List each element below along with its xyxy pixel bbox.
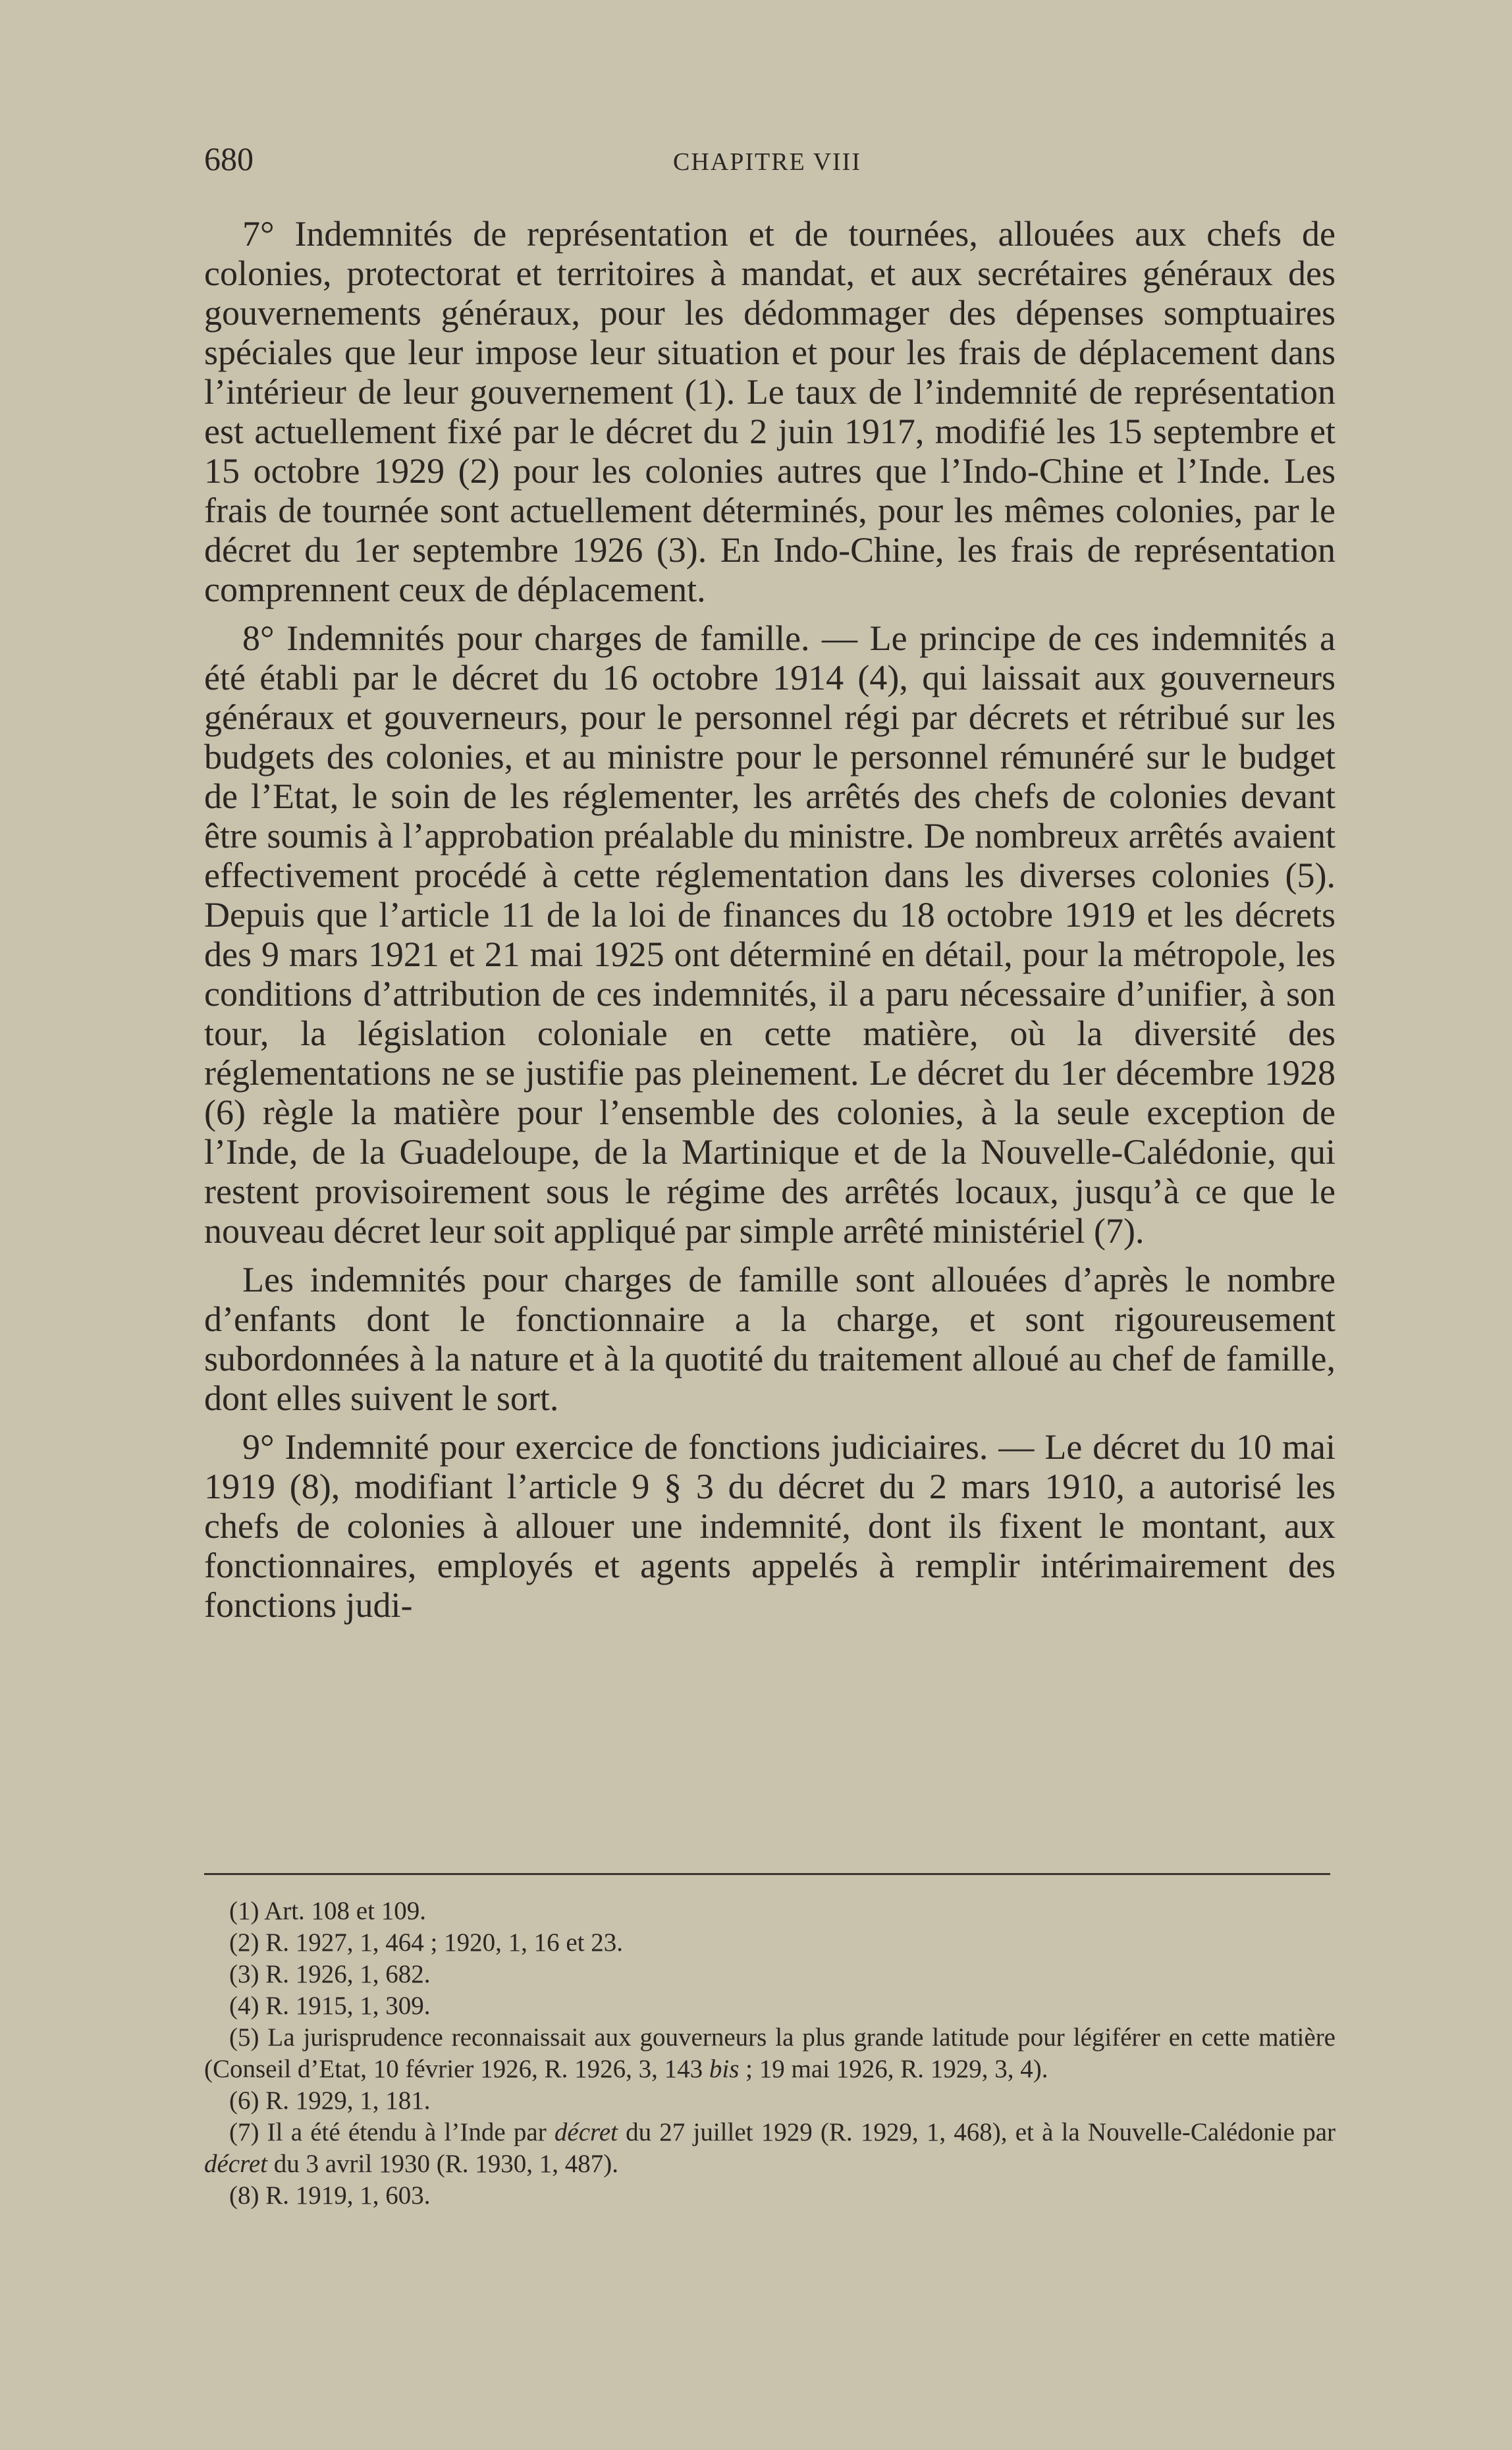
footnote-1: (1) Art. 108 et 109.	[229, 1897, 426, 1925]
main-text	[204, 214, 1336, 1625]
footnote-5-text: (5) La jurisprudence reconnaissait aux gouverneurs la plus grande latitude pour légiférer en cette matière (Conseil d’Etat, 10 février 1926, R. 1926, 3, 143	[204, 2023, 1336, 2083]
footnote-7-italic: décret	[554, 2118, 618, 2146]
paragraph-7-representation: 7° Indemnités de représentation et de tournées, allouées aux chefs de colonies, protectorat et territoires à mandat, et aux secrétaires généraux des gouvernements généraux, pour les dédommager des dépenses somptuaires spéciales que leur impose leur situation et pour les frais de déplacement dans l’intérieur de leur gouvernement (1). Le taux de l’indemnité de représentation est actuellement fixé par le décret du 2 juin 1917, modifié les 15 septembre et 15 octobre 1929 (2) pour les colonies autres que l’Indo-Chine et l’Inde. Les frais de tournée sont actuellement déterminés, pour les mêmes colonies, par le décret du 1er septembre 1926 (3). En Indo-Chine, les frais de représentation comprennent ceux de déplacement.	[204, 214, 1336, 609]
footnote-7-text: (7) Il a été étendu à l’Inde par	[229, 2118, 554, 2146]
footnote-5	[204, 2022, 1336, 2085]
page-header	[204, 140, 1330, 179]
footnote-7-text-end: du 3 avril 1930 (R. 1930, 1, 487).	[267, 2150, 618, 2178]
paragraph-9-judicial-functions: 9° Indemnité pour exercice de fonctions judiciaires. — Le décret du 10 mai 1919 (8), modifiant l’article 9 § 3 du décret du 2 mars 1910, a autorisé les chefs de colonies à allouer une indemnité, dont ils fixent le montant, aux fonctionnaires, employés et agents appelés à remplir intérimairement des fonctions judi-	[204, 1427, 1336, 1625]
footnote-4: (4) R. 1915, 1, 309.	[229, 1992, 431, 2020]
footnote-divider	[204, 1873, 1330, 1875]
footnote-7	[204, 2117, 1336, 2180]
footnotes	[204, 1895, 1336, 2212]
paragraph-8-family-charges: 8° Indemnités pour charges de famille. — Le principe de ces indemnités a été établi par le décret du 16 octobre 1914 (4), qui laissait aux gouverneurs généraux et gouverneurs, pour le personnel régi par décrets et rétribué sur les budgets des colonies, et au ministre pour le personnel rémunéré sur le budget de l’Etat, le soin de les réglementer, les arrêtés des chefs de colonies devant être soumis à l’approbation préalable du ministre. De nombreux arrêtés avaient effectivement procédé à cette réglementation dans les diverses colonies (5). Depuis que l’article 11 de la loi de finances du 18 octobre 1919 et les décrets des 9 mars 1921 et 21 mai 1925 ont déterminé en détail, pour la métropole, les conditions d’attribution de ces indemnités, il a paru nécessaire d’unifier, à son tour, la législation coloniale en cette matière, où la diversité des réglementations ne se justifie pas pleinement. Le décret du 1er décembre 1928 (6) règle la matière pour l’ensemble des colonies, à la seule exception de l’Inde, de la Guadeloupe, de la Martinique et de la Nouvelle-Calédonie, qui restent provisoirement sous le régime des arrêtés locaux, jusqu’à ce que le nouveau décret leur soit appliqué par simple arrêté ministériel (7).	[204, 618, 1336, 1251]
footnote-2: (2) R. 1927, 1, 464 ; 1920, 1, 16 et 23.	[229, 1928, 623, 1957]
footnote-6: (6) R. 1929, 1, 181.	[229, 2086, 431, 2115]
footnote-5-italic: bis	[709, 2055, 740, 2083]
footnote-5-text-end: ; 19 mai 1926, R. 1929, 3, 4).	[739, 2055, 1048, 2083]
chapter-title: CHAPITRE VIII	[672, 148, 861, 176]
footnote-3: (3) R. 1926, 1, 682.	[229, 1960, 431, 1988]
footnote-7-text-middle: du 27 juillet 1929 (R. 1929, 1, 468), et à la Nouvelle-Calédonie par	[617, 2118, 1336, 2146]
page-number: 680	[204, 140, 254, 177]
footnote-8: (8) R. 1919, 1, 603.	[229, 2181, 431, 2210]
footnote-7-italic-2: décret	[204, 2150, 267, 2178]
paragraph-family-allowance-rules: Les indemnités pour charges de famille sont allouées d’après le nombre d’enfants dont le fonctionnaire a la charge, et sont rigoureusement subordonnées à la nature et à la quotité du traitement alloué au chef de famille, dont elles suivent le sort.	[204, 1260, 1336, 1418]
